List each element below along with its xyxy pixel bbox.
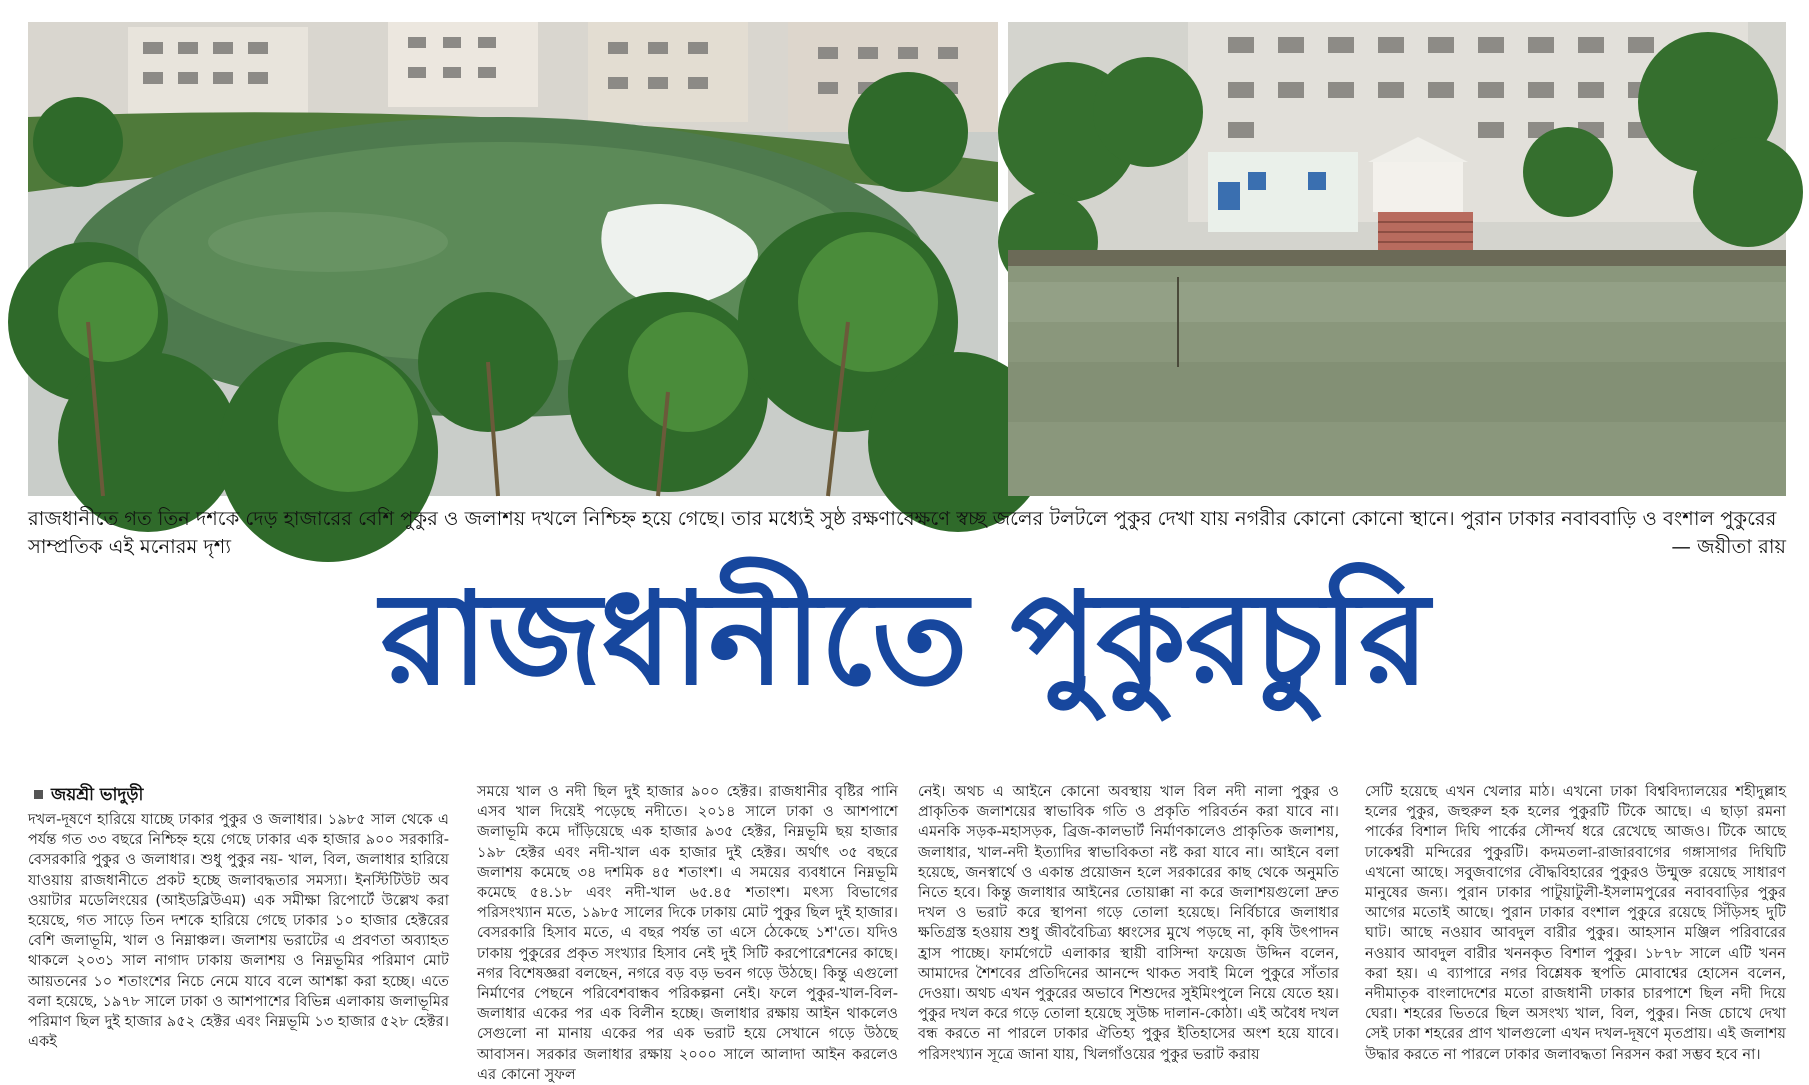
photo-caption bbox=[28, 505, 1786, 561]
pond-photo-left bbox=[28, 22, 998, 496]
byline bbox=[28, 782, 449, 808]
photo-credit: — জয়ীতা রায় bbox=[1671, 535, 1786, 558]
pond-photo-right bbox=[1008, 22, 1786, 496]
column-1-text: দখল-দূষণে হারিয়ে যাচ্ছে ঢাকার পুকুর ও জলাধার। ১৯৮৫ সাল থেকে এ পর্যন্ত গত ৩৩ বছরে নিশ্চিহ্ন হয়ে গেছে ঢাকার এক হাজার ৯০০ সরকারি-বেসরকারি পুকুর ও জলাধার। শুধু পুকুর নয়- খাল, বিল, জলাধার হারিয়ে যাওয়ায় রাজধানীতে প্রকট হচ্ছে জলাবদ্ধতার সমস্যা। ইনস্টিটিউট অব ওয়াটার মডেলিংয়ের (আইডব্লিউএম) এক সমীক্ষা রিপোর্টে উল্লেখ করা হয়েছে, গত সাড়ে তিন দশকে হারিয়ে গেছে ঢাকার ১০ হাজার হেক্টরের বেশি জলাভূমি, খাল ও নিম্নাঞ্চল। জলাশয় ভরাটের এ প্রবণতা অব্যাহত থাকলে ২০৩১ সাল নাগাদ ঢাকায় জলাশয় ও নিম্নভূমির পরিমাণ মোট আয়তনের ১০ শতাংশের নিচে নেমে যাবে বলে আশঙ্কা করা হচ্ছে। এতে বলা হয়েছে, ১৯৭৮ সালে ঢাকা ও আশপাশের বিভিন্ন এলাকায় জলাভূমির পরিমাণ ছিল দুই হাজার ৯৫২ হেক্টর এবং নিম্নভূমি ১৩ হাজার ৫২৮ হেক্টর। একই bbox=[28, 811, 449, 1051]
article-body bbox=[28, 782, 1786, 1083]
article-headline: রাজধানীতে পুকুরচুরি bbox=[380, 565, 1429, 714]
article-column-4 bbox=[1365, 782, 1786, 1067]
caption-text: রাজধানীতে গত তিন দশকে দেড় হাজারের বেশি পুকুর ও জলাশয় দখলে নিশ্চিহ্ন হয়ে গেছে। তার মধ্যেই সুষ্ঠ রক্ষণাবেক্ষণে স্বচ্ছ জলের টলটলে পুকুর দেখা যায় নগরীর কোনো কোনো স্থানে। পুরান ঢাকার নবাববাড়ি ও বংশাল পুকুরের সাম্প্রতিক এই মনোরম দৃশ্য bbox=[28, 507, 1777, 558]
article-column-1 bbox=[28, 782, 449, 1067]
article-column-3 bbox=[918, 782, 1339, 1067]
column-3-text: নেই। অথচ এ আইনে কোনো অবস্থায় খাল বিল নদী নালা পুকুর ও প্রাকৃতিক জলাশয়ের স্বাভাবিক গতি ও প্রকৃতি পরিবর্তন করা যাবে না। এমনকি সড়ক-মহাসড়ক, ব্রিজ-কালভার্ট নির্মাণকালেও প্রাকৃতিক জলাশয়, জলাধার, খাল-নদী ইত্যাদির স্বাভাবিকতা নষ্ট করা যাবে না। আইনে বলা হয়েছে, জনস্বার্থে ও একান্ত প্রয়োজন হলে সরকারের কাছ থেকে অনুমতি নিতে হবে। কিন্তু জলাধার আইনের তোয়াক্কা না করে জলাশয়গুলো দ্রুত দখল ও ভরাট করে স্থাপনা গড়ে তোলা হয়েছে। নির্বিচারে জলাধার ক্ষতিগ্রস্ত হওয়ায় শুধু জীববৈচিত্র্য ধ্বংসের মুখে পড়ছে না, কৃষি উৎপাদন হ্রাস পাচ্ছে। ফার্মগেটে এলাকার স্থায়ী বাসিন্দা ফয়েজ উদ্দিন বলেন, আমাদের শৈশবের প্রতিদিনের আনন্দে থাকত সবাই মিলে পুকুরে সাঁতার দেওয়া। অথচ এখন পুকুরের অভাবে শিশুদের সুইমিংপুলে নিয়ে যেতে হয়। পুকুর দখল করে গড়ে তোলা হয়েছে সুউচ্চ দালান-কোঠা। এই অবৈধ দখল বন্ধ করতে না পারলে ঢাকার ঐতিহ্য পুকুর ইতিহাসের অংশ হয়ে যাবে। পরিসংখ্যান সূত্রে জানা যায়, খিলগাঁওয়ের পুকুর ভরাট করায় bbox=[918, 783, 1339, 1063]
byline-square-icon bbox=[34, 790, 43, 799]
pond-palm-trees-image bbox=[28, 22, 998, 496]
column-4-text: সেটি হয়েছে এখন খেলার মাঠ। এখনো ঢাকা বিশ্ববিদ্যালয়ের শহীদুল্লাহ হলের পুকুর, জহুরুল হক হলের পুকুরটি টিকে আছে। এ ছাড়া রমনা পার্কের বিশাল দিঘি পার্কের সৌন্দর্য ধরে রেখেছে আজও। টিকে আছে ঢাকেশ্বরী মন্দিরের পুকুরটি। কদমতলা-রাজারবাগের গঙ্গাসাগর দিঘিটি এখনো আছে। সবুজবাগের বৌদ্ধবিহারের পুকুরও উন্মুক্ত রয়েছে সাধারণ মানুষের জন্য। পুরান ঢাকার পাটুয়াটুলী-ইসলামপুরের নবাববাড়ির পুকুর আগের মতোই আছে। পুরান ঢাকার বংশাল পুকুরে রয়েছে সিঁড়িসহ দুটি ঘাট। আছে নওয়াব আবদুল বারীর পুকুর। আহসান মঞ্জিল পরিবারের নওয়াব আবদুল বারীর খননকৃত বিশাল পুকুর। ১৮৭৮ সালে এটি খনন করা হয়। এ ব্যাপারে নগর বিশ্লেষক স্থপতি মোবাশ্বের হোসেন বলেন, নদীমাতৃক বাংলাদেশের মতো রাজধানী ঢাকার চারপাশে ছিল নদী দিয়ে ঘেরা। শহরের ভিতরে ছিল অসংখ্য খাল, বিল, পুকুর। নিজ চোখে দেখা সেই ঢাকা শহরের প্রাণ খালগুলো এখন দখল-দূষণে মৃতপ্রায়। এই জলাশয় উদ্ধার করতে না পারলে ঢাকার জলাবদ্ধতা নিরসন করা সম্ভব হবে না। bbox=[1365, 783, 1786, 1063]
pond-ghat-image bbox=[1008, 22, 1786, 496]
column-2-text: সময়ে খাল ও নদী ছিল দুই হাজার ৯০০ হেক্টর। রাজধানীর বৃষ্টির পানি এসব খাল দিয়েই পড়েছে নদীতে। ২০১৪ সালে ঢাকা ও আশপাশে জলাভূমি কমে দাঁড়িয়েছে এক হাজার ৯৩৫ হেক্টর, নিম্নভূমি ছয় হাজার ১৯৮ হেক্টর এবং নদী-খাল এক হাজার দুই হেক্টর। অর্থাৎ ৩৫ বছরে জলাশয় কমেছে ৩৪ দশমিক ৪৫ শতাংশ। এ সময়ের ব্যবধানে নিম্নভূমি কমেছে ৫৪.১৮ এবং নদী-খাল ৬৫.৪৫ শতাংশ। মৎস্য বিভাগের পরিসংখ্যান মতে, ১৯৮৫ সালের দিকে ঢাকায় মোট পুকুর ছিল দুই হাজার। বেসরকারি হিসাব মতে, এ বছর পর্যন্ত তা এসে ঠেকেছে ১শ'তে। যদিও ঢাকায় পুকুরের প্রকৃত সংখ্যার হিসাব নেই দুই সিটি করপোরেশনের কাছে। নগর বিশেষজ্ঞরা বলছেন, নগরে বড় বড় ভবন গড়ে উঠছে। কিন্তু এগুলো নির্মাণের পেছনে পরিবেশবান্ধব পরিকল্পনা নেই। ফলে পুকুর-খাল-বিল-জলাধার একের পর এক বিলীন হচ্ছে। জলাধার রক্ষায় আইন থাকলেও সেগুলো না মানায় একের পর এক ভরাট হয়ে সেখানে গড়ে উঠছে আবাসন। সরকার জলাধার রক্ষায় ২০০০ সালে আলাদা আইন করলেও এর কোনো সুফল bbox=[477, 783, 898, 1083]
article-column-2 bbox=[477, 782, 898, 1083]
author-name: জয়শ্রী ভাদুড়ী bbox=[51, 785, 144, 805]
